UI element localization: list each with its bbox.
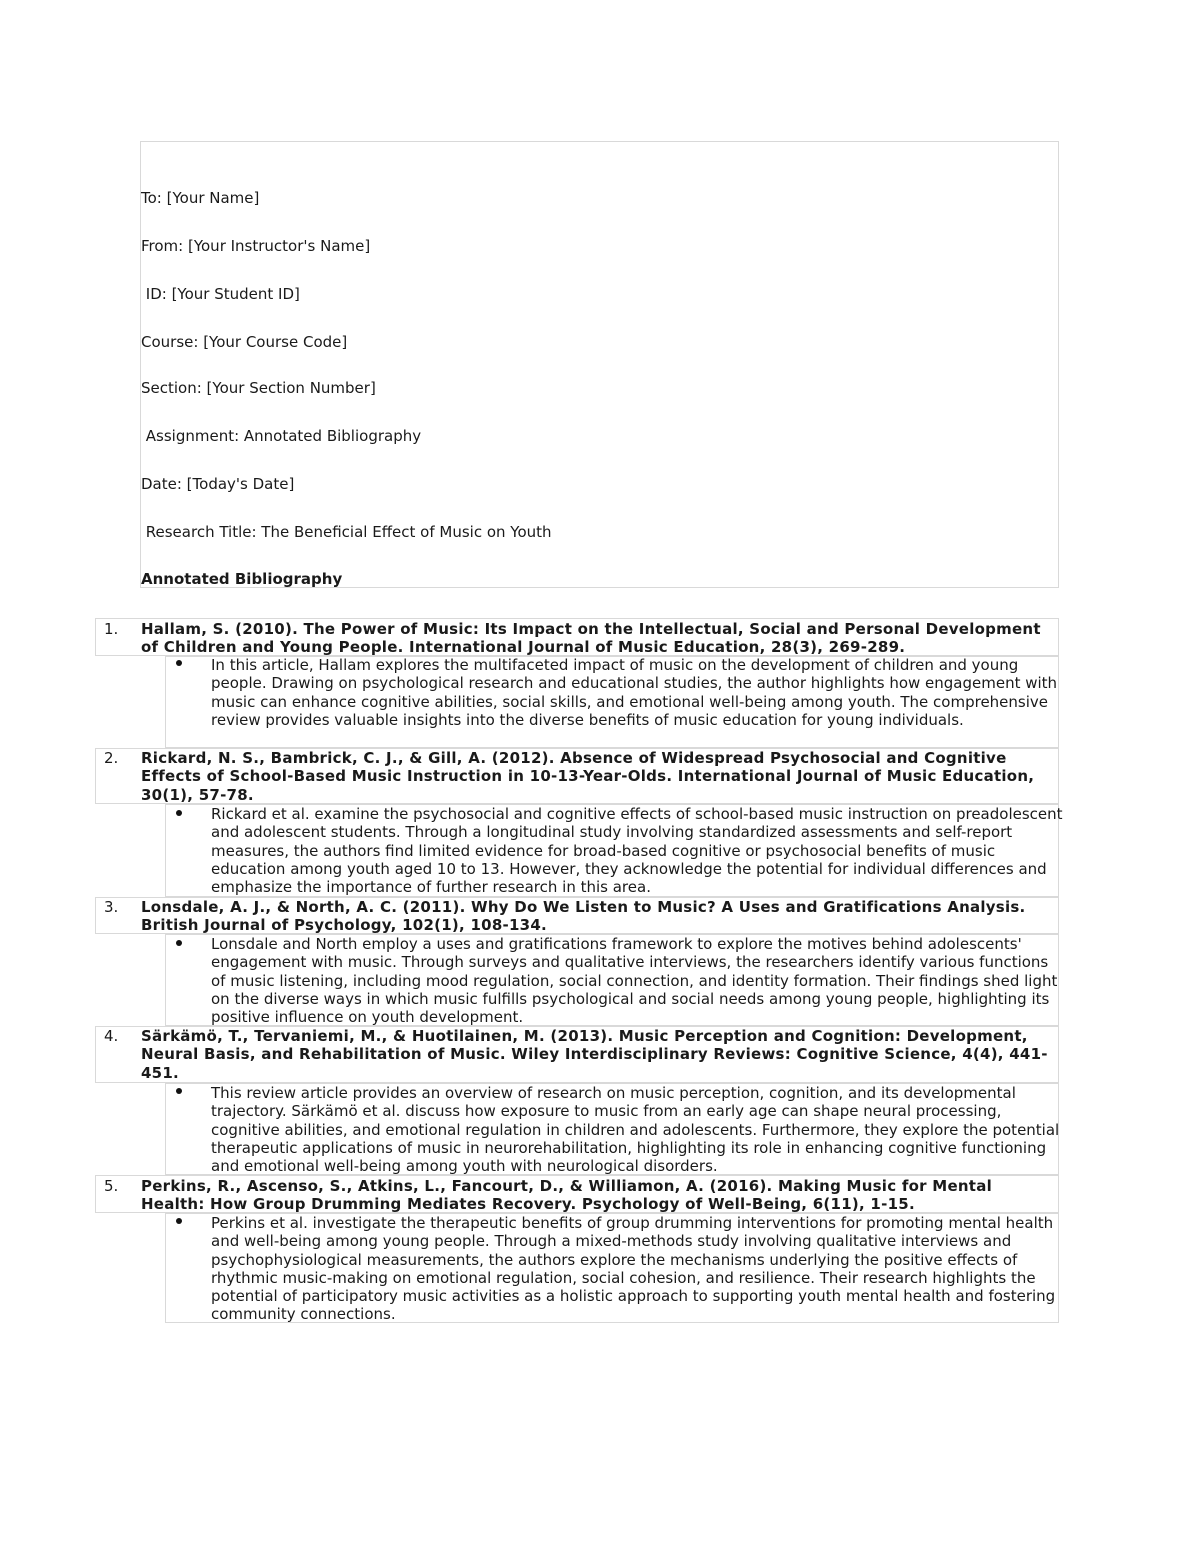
entry-4-number: 4. bbox=[104, 1027, 119, 1045]
entry-1-number: 1. bbox=[104, 620, 119, 638]
research-title-line: Research Title: The Beneficial Effect of Music on Youth bbox=[141, 523, 552, 541]
entry-3-number: 3. bbox=[104, 898, 119, 916]
course-line: Course: [Your Course Code] bbox=[141, 333, 348, 351]
header-box bbox=[140, 141, 1059, 588]
student-id-line: ID: [Your Student ID] bbox=[141, 285, 300, 303]
entry-2-number: 2. bbox=[104, 749, 119, 767]
from-line: From: [Your Instructor's Name] bbox=[141, 237, 371, 255]
entry-3-citation: Lonsdale, A. J., & North, A. C. (2011). Why Do We Listen to Music? A Uses and Gratifications Analysis. British Journal of Psychology, 102(1), 108-134. bbox=[141, 898, 1026, 935]
to-line: To: [Your Name] bbox=[141, 189, 260, 207]
bibliography-heading: Annotated Bibliography bbox=[141, 570, 343, 588]
entry-5-citation: Perkins, R., Ascenso, S., Atkins, L., Fancourt, D., & Williamon, A. (2016). Making Music for Mental Health: How Group Drumming Mediates Recovery. Psychology of Well-Being, 6(11), 1-15. bbox=[141, 1177, 992, 1214]
bullet-icon bbox=[176, 1088, 182, 1094]
bullet-icon bbox=[176, 1218, 182, 1224]
entry-5-number: 5. bbox=[104, 1177, 119, 1195]
entry-1-citation: Hallam, S. (2010). The Power of Music: Its Impact on the Intellectual, Social and Personal Development of Children and Young People. International Journal of Music Education, 28(3), 269-289. bbox=[141, 620, 1041, 657]
entry-2-annotation: Rickard et al. examine the psychosocial and cognitive effects of school-based music instruction on preadolescent and adolescent students. Through a longitudinal study involving standardized assessments and self-report measures, the authors find limited evidence for broad-based cognitive or psychosocial benefits of music education among youth aged 10 to 13. However, they acknowledge the potential for individual differences and emphasize the importance of further research in this area. bbox=[211, 805, 1063, 897]
entry-5-annotation: Perkins et al. investigate the therapeutic benefits of group drumming interventions for promoting mental health and well-being among young people. Through a mixed-methods study involving qualitative interviews and psychophysiological measurements, the authors explore the mechanisms underlying the positive effects of rhythmic music-making on emotional regulation, social cohesion, and resilience. Their research highlights the potential of participatory music activities as a holistic approach to supporting youth mental health and fostering community connections. bbox=[211, 1214, 1056, 1324]
entry-3-annotation: Lonsdale and North employ a uses and gratifications framework to explore the motives behind adolescents' engagement with music. Through surveys and qualitative interviews, the researchers identify various functions of music listening, including mood regulation, social connection, and identity formation. Their findings shed light on the diverse ways in which music fulfills psychological and social needs among young people, highlighting its positive influence on youth development. bbox=[211, 935, 1058, 1027]
bullet-icon bbox=[176, 810, 182, 816]
entry-1-annotation: In this article, Hallam explores the multifaceted impact of music on the development of children and young people. Drawing on psychological research and educational studies, the author highlights how engagement with music can enhance cognitive abilities, social skills, and emotional well-being among youth. The comprehensive review provides valuable insights into the diverse benefits of music education for young individuals. bbox=[211, 656, 1058, 729]
entry-4-annotation: This review article provides an overview of research on music perception, cognition, and its developmental trajectory. Särkämö et al. discuss how exposure to music from an early age can shape neural processing, cognitive abilities, and emotional regulation in children and adolescents. Furthermore, they explore the potential therapeutic applications of music in neurorehabilitation, highlighting its role in enhancing cognitive functioning and emotional well-being among youth with neurological disorders. bbox=[211, 1084, 1060, 1176]
date-line: Date: [Today's Date] bbox=[141, 475, 295, 493]
section-line: Section: [Your Section Number] bbox=[141, 379, 376, 397]
entry-4-citation: Särkämö, T., Tervaniemi, M., & Huotilainen, M. (2013). Music Perception and Cognition: Development, Neural Basis, and Rehabilitation of Music. Wiley Interdisciplinary Reviews: Cognitive Science, 4(4), 441-451. bbox=[141, 1027, 1048, 1082]
bullet-icon bbox=[176, 940, 182, 946]
assignment-line: Assignment: Annotated Bibliography bbox=[141, 427, 422, 445]
entry-2-citation: Rickard, N. S., Bambrick, C. J., & Gill, A. (2012). Absence of Widespread Psychosocial and Cognitive Effects of School-Based Music Instruction in 10-13-Year-Olds. International Journal of Music Education, 30(1), 57-78. bbox=[141, 749, 1035, 804]
bullet-icon bbox=[176, 660, 182, 666]
